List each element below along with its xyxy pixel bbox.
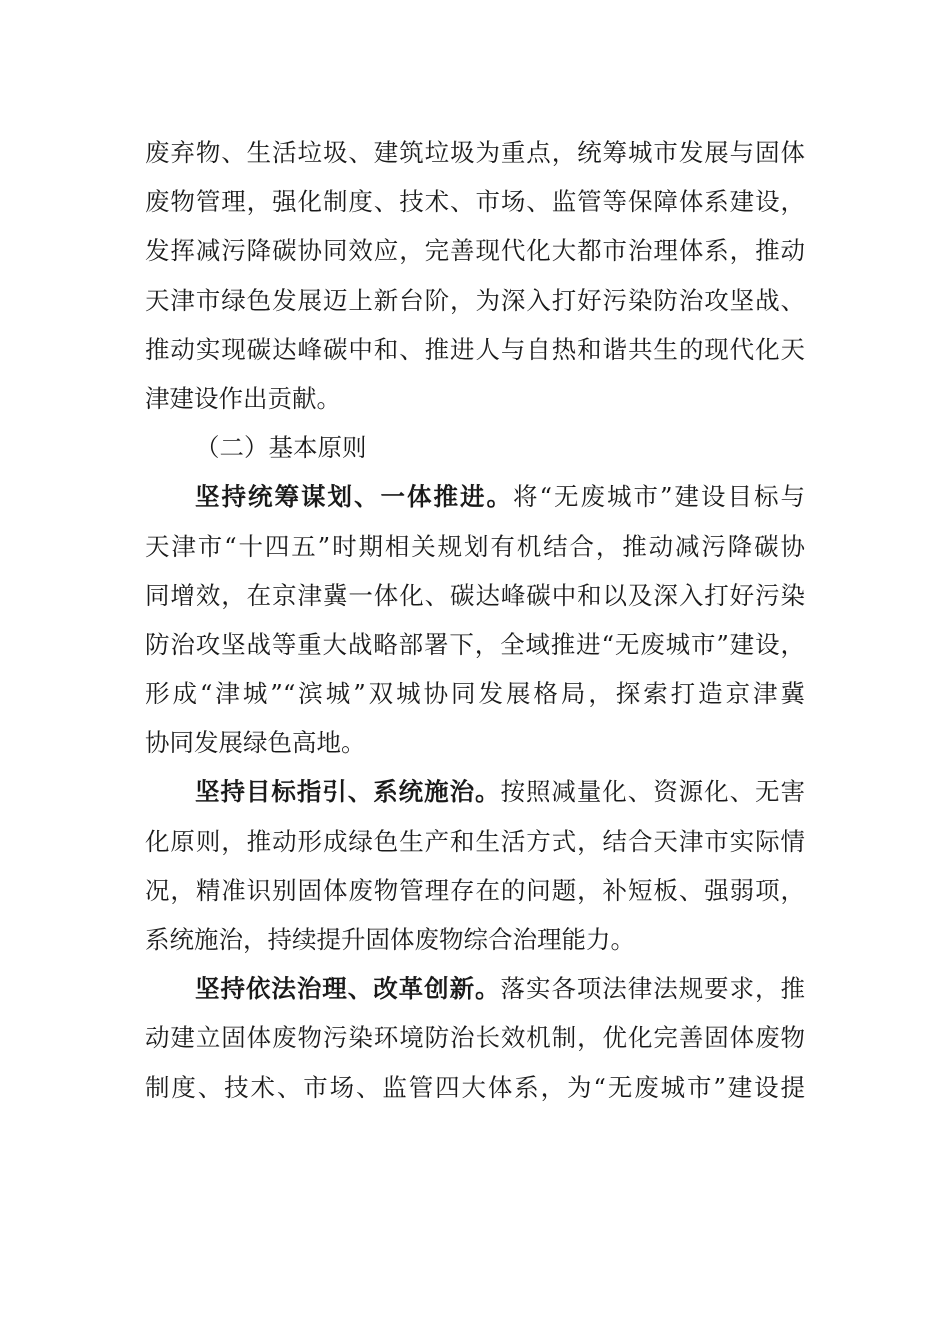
paragraph-line: 天津市绿色发展迈上新台阶，为深入打好污染防治攻坚战、 — [145, 285, 805, 315]
paragraph-line: 发挥减污降碳协同效应，完善现代化大都市治理体系，推动 — [145, 236, 805, 266]
paragraph-line: 天津市“十四五”时期相关规划有机结合，推动减污降碳协 — [145, 531, 805, 561]
paragraph-line: 推动实现碳达峰碳中和、推进人与自热和谐共生的现代化天 — [145, 334, 805, 364]
paragraph-line: 废弃物、生活垃圾、建筑垃圾为重点，统筹城市发展与固体 — [145, 138, 805, 167]
principle-text: 按照减量化、资源化、无害 — [500, 777, 806, 807]
paragraph-line: 同增效，在京津冀一体化、碳达峰碳中和以及深入打好污染 — [145, 580, 805, 610]
principle-title: 坚持统筹谋划、一体推进。 — [195, 482, 513, 512]
paragraph-line: 形成“津城”“滨城”双城协同发展格局，探索打造京津冀 — [145, 679, 805, 709]
principle-title: 坚持依法治理、改革创新。 — [195, 974, 501, 1004]
paragraph-line: 防治攻坚战等重大战略部署下，全域推进“无废城市”建设， — [145, 629, 805, 659]
paragraph-line: 协同发展绿色高地。 — [145, 728, 366, 758]
paragraph-line: 津建设作出贡献。 — [145, 383, 341, 413]
paragraph-line: 动建立固体废物污染环境防治长效机制，优化完善固体废物 — [145, 1023, 805, 1053]
paragraph-line: 制度、技术、市场、监管四大体系，为“无废城市”建设提 — [145, 1072, 805, 1102]
paragraph-line: 废物管理，强化制度、技术、市场、监管等保障体系建设， — [145, 187, 805, 217]
principle-first-line — [145, 472, 805, 521]
principle-title: 坚持目标指引、系统施治。 — [195, 777, 501, 807]
principle-text: 落实各项法律法规要求，推 — [500, 974, 806, 1004]
principle-text: 将“无废城市”建设目标与 — [512, 482, 805, 512]
principle-first-line — [145, 767, 805, 816]
paragraph-line: 化原则，推动形成绿色生产和生活方式，结合天津市实际情 — [145, 826, 805, 856]
document-body — [145, 128, 805, 1112]
paragraph-line: 况，精准识别固体废物管理存在的问题，补短板、强弱项， — [145, 875, 805, 905]
section-heading: （二）基本原则 — [195, 433, 367, 463]
principle-first-line — [145, 964, 805, 1013]
paragraph-line: 系统施治，持续提升固体废物综合治理能力。 — [145, 925, 635, 954]
